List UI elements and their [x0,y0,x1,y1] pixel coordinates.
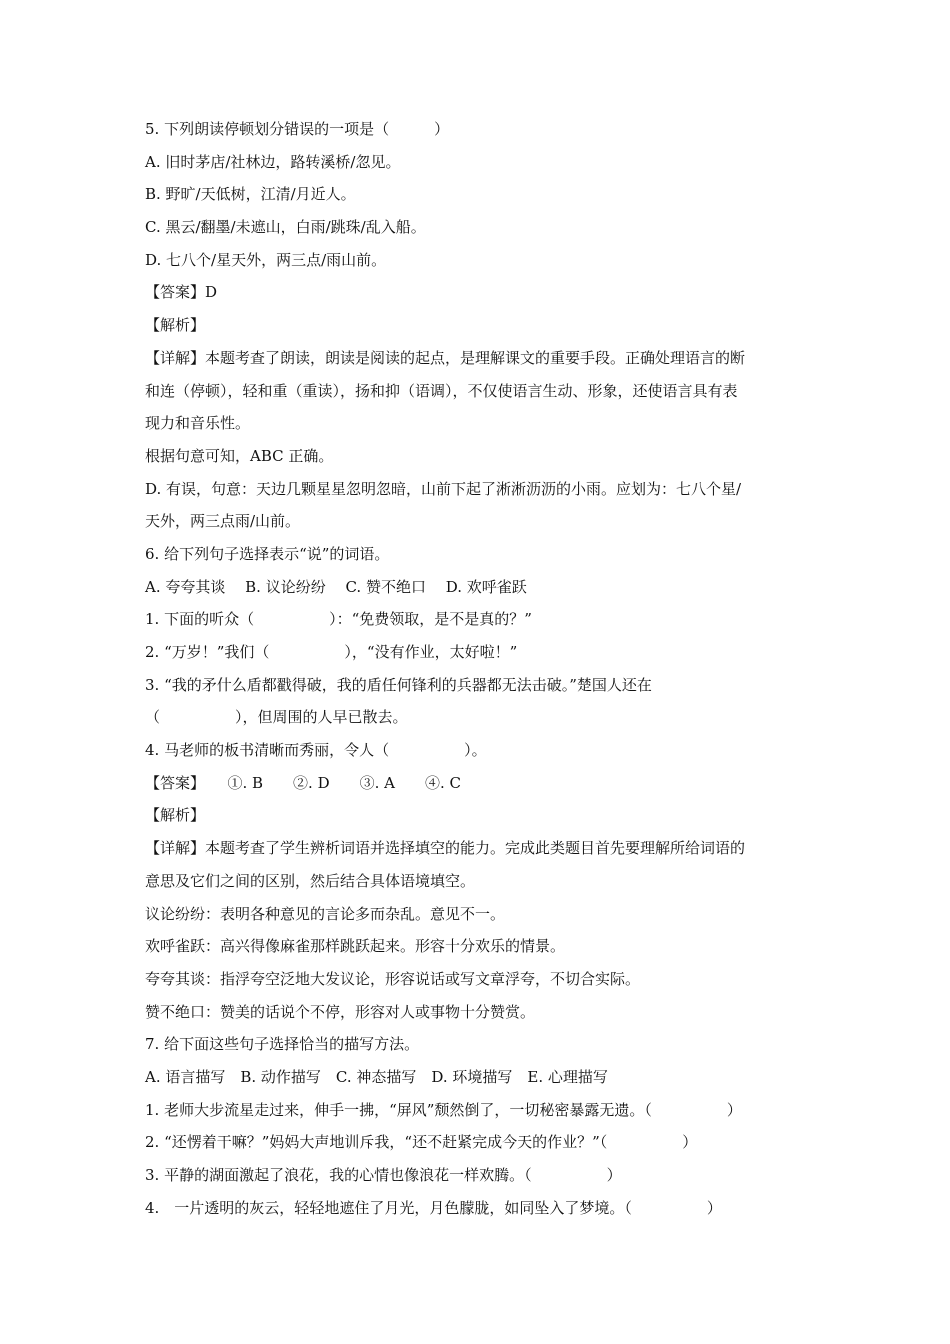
question-5-option-c: C. 黑云/翻墨/未遮山，白雨/跳珠/乱入船。 [145,218,426,237]
question-7-item-3: 3. 平静的湖面激起了浪花，我的心情也像浪花一样欢腾。（ ） [145,1166,622,1184]
question-6-options: A. 夸夸其谈 B. 议论纷纷 C. 赞不绝口 D. 欢呼雀跃 [145,577,527,596]
question-5-detail-line: 和连（停顿），轻和重（重读），扬和抑（语调），不仅使语言生动、形象，还使语言具有表 [145,381,738,400]
question-5-option-b: B. 野旷/天低树，江清/月近人。 [145,185,356,204]
question-6-definition: 夸夸其谈：指浮夸空泛地大发议论，形容说话或写文章浮夸，不切合实际。 [145,969,641,988]
question-7-item-1: 1. 老师大步流星走过来，伸手一拂，“屏风”颓然倒了，一切秘密暴露无遗。（ ） [145,1100,742,1119]
question-6-definition: 赞不绝口：赞美的话说个不停，形容对人或事物十分赞赏。 [145,1002,536,1021]
document-page [145,113,810,1224]
question-6-detail-line: 意思及它们之间的区别，然后结合具体语境填空。 [145,871,476,890]
question-5-stem: 5. 下列朗读停顿划分错误的一项是（ ） [145,120,450,138]
question-5-detail-line: 根据句意可知，ABC 正确。 [145,446,334,465]
question-6-item-1: 1. 下面的听众（ ）：“免费领取，是不是真的？” [145,610,532,629]
question-5-option-a: A. 旧时茅店/社林边，路转溪桥/忽见。 [145,152,401,171]
question-6-item-3-cont: （ ），但周围的人早已散去。 [145,708,408,727]
question-7-stem: 7. 给下面这些句子选择恰当的描写方法。 [145,1035,420,1054]
question-6-item-3: 3. “我的矛什么盾都戳得破，我的盾任何锋利的兵器都无法击破。”楚国人还在 [145,675,652,694]
question-6-definition: 欢呼雀跃：高兴得像麻雀那样跳跃起来。形容十分欢乐的情景。 [145,937,566,956]
question-7-item-4: 4. 一片透明的灰云，轻轻地遮住了月光，月色朦胧，如同坠入了梦境。（ ） [145,1198,722,1217]
question-5-detail-line: 天外，两三点雨/山前。 [145,512,301,531]
question-7-options: A. 语言描写 B. 动作描写 C. 神态描写 D. 环境描写 E. 心理描写 [145,1067,608,1086]
question-5-detail-line: D. 有误，句意：天边几颗星星忽明忽暗，山前下起了淅淅沥沥的小雨。应划为：七八个星/ [145,479,742,498]
question-6-answer: 【答案】 ①. B ②. D ③. A ④. C [145,773,462,792]
question-6-item-4: 4. 马老师的板书清晰而秀丽，令人（ ）。 [145,741,487,760]
question-7-item-2: 2. “还愣着干嘛？”妈妈大声地训斥我，“还不赶紧完成今天的作业？”（ ） [145,1133,698,1152]
question-5-answer: 【答案】D [145,283,218,302]
question-6-detail-line: 【详解】本题考查了学生辨析词语并选择填空的能力。完成此类题目首先要理解所给词语的 [145,839,746,858]
question-6-stem: 6. 给下列句子选择表示“说”的词语。 [145,544,390,563]
question-6-definition: 议论纷纷：表明各种意见的言论多而杂乱。意见不一。 [145,904,506,923]
question-5-detail-line: 现力和音乐性。 [145,414,251,433]
question-6-analysis-heading: 【解析】 [145,806,206,825]
question-5-analysis-heading: 【解析】 [145,316,206,335]
question-6-item-2: 2. “万岁！”我们（ ），“没有作业，太好啦！” [145,643,518,661]
question-5-option-d: D. 七八个/星天外，两三点/雨山前。 [145,250,387,269]
question-5-detail-line: 【详解】本题考查了朗读，朗读是阅读的起点，是理解课文的重要手段。正确处理语言的断 [145,348,746,367]
